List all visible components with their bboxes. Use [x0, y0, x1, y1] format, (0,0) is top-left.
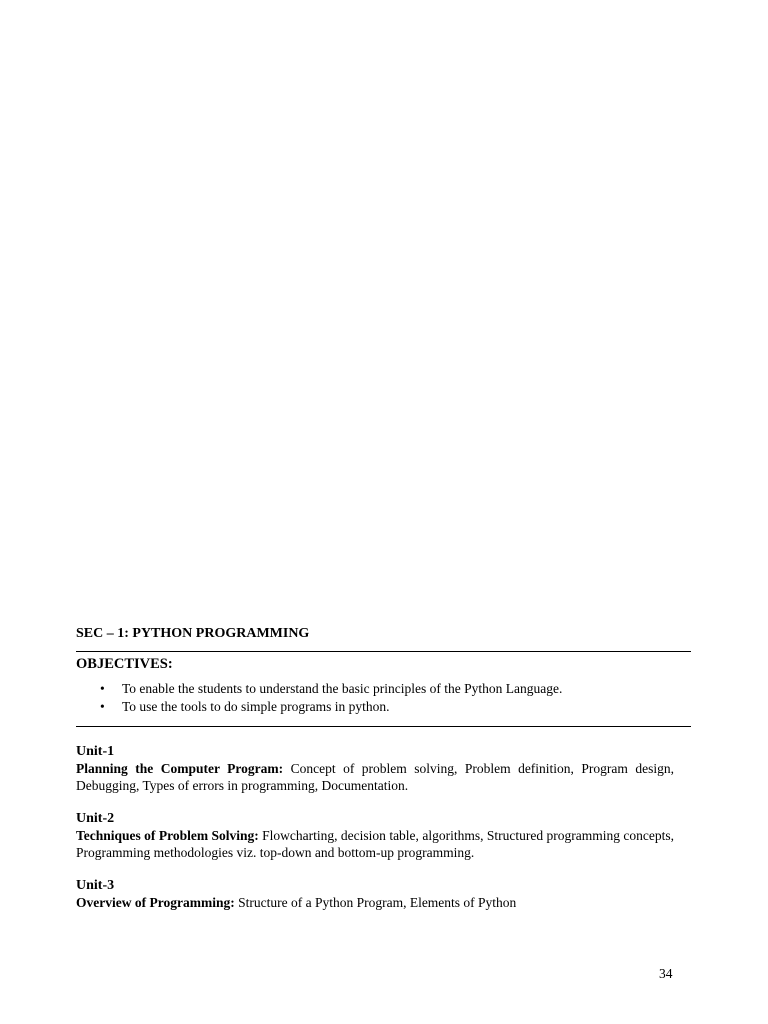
unit-text: Flowcharting, decision table, algorithms, Structured programming concepts, Programming methodologies viz. top-down and bottom-up programming.	[76, 828, 674, 860]
syllabus-section	[76, 625, 691, 927]
section-title: SEC – 1: PYTHON PROGRAMMING	[76, 626, 310, 641]
page-number: 34	[659, 966, 673, 981]
unit-heading: Planning the Computer Program:	[76, 761, 284, 776]
bottom-divider	[76, 726, 691, 727]
units-list	[76, 743, 674, 911]
unit-heading: Techniques of Problem Solving:	[76, 828, 259, 843]
objective-text: To use the tools to do simple programs in python.	[122, 699, 390, 714]
top-divider	[76, 651, 691, 652]
unit-heading: Overview of Programming:	[76, 895, 235, 910]
unit-title: Unit-3	[76, 878, 115, 893]
unit-body	[76, 894, 674, 911]
objective-item	[76, 680, 691, 698]
unit-block	[76, 877, 674, 911]
unit-block	[76, 743, 674, 794]
bullet-icon: •	[100, 699, 105, 714]
unit-block	[76, 810, 674, 861]
unit-text: Structure of a Python Program, Elements of Python	[234, 895, 517, 910]
objective-text: To enable the students to understand the basic principles of the Python Language.	[122, 681, 563, 696]
unit-text: Concept of problem solving, Problem definition, Program design, Debugging, Types of errors in programming, Documentation.	[76, 761, 674, 793]
unit-title: Unit-2	[76, 811, 115, 826]
unit-title: Unit-1	[76, 744, 115, 759]
bullet-icon: •	[100, 681, 105, 696]
objectives-heading: OBJECTIVES:	[76, 656, 173, 672]
unit-body	[76, 760, 674, 794]
unit-body	[76, 827, 674, 861]
objective-item	[76, 698, 691, 716]
objectives-list	[76, 680, 691, 716]
